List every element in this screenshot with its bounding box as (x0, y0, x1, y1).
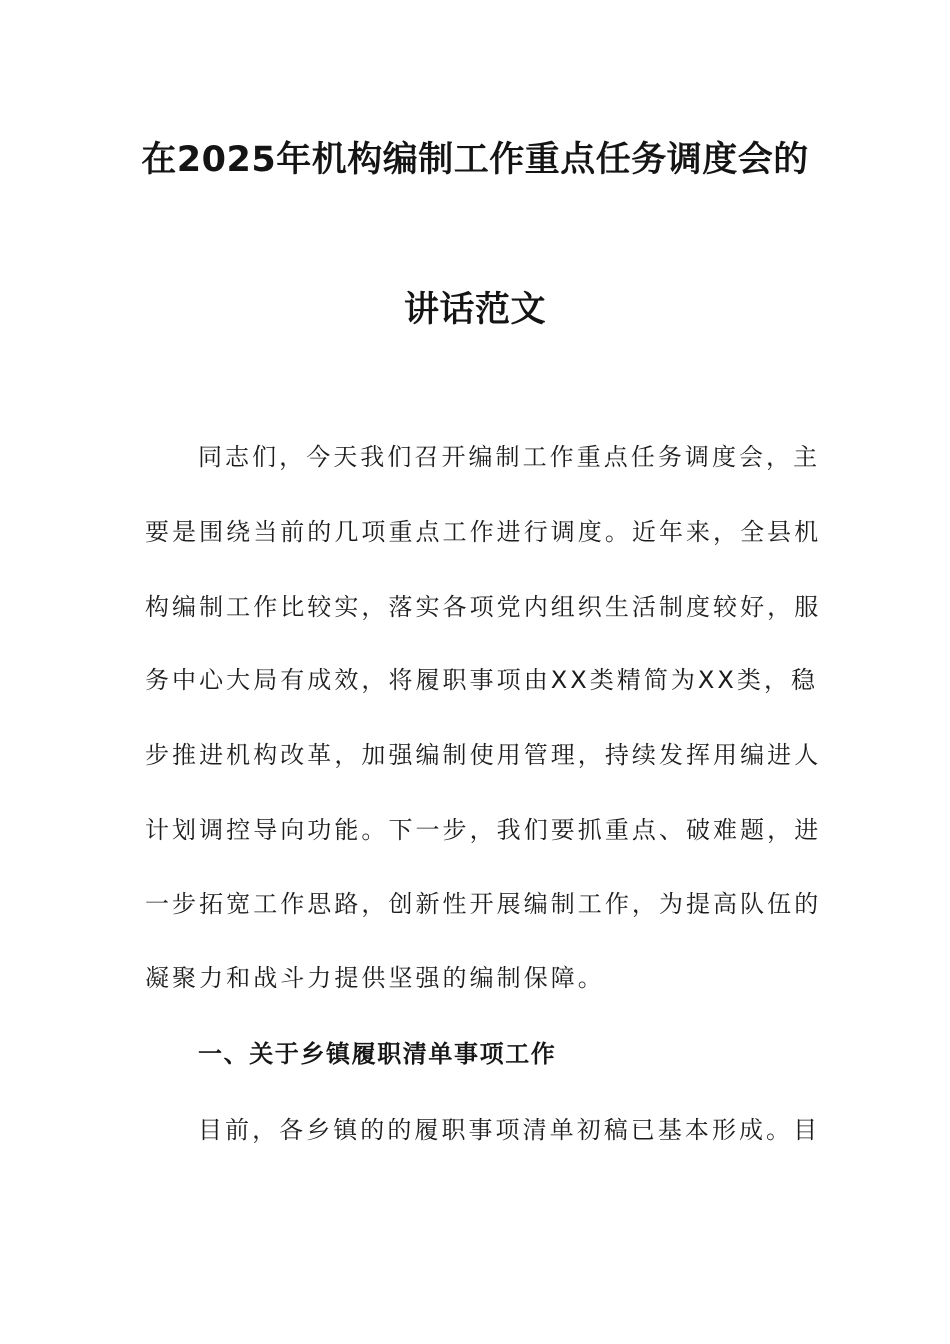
document-title-line-2: 讲话范文 (403, 290, 546, 330)
document-title-line-1: 在2025年机构编制工作重点任务调度会的 (141, 140, 809, 180)
section-1-heading: 一、关于乡镇履职清单事项工作 (198, 1040, 557, 1068)
paragraph-1-line-8: 凝聚力和战斗力提供坚强的编制保障。 (145, 964, 605, 992)
paragraph-1-line-6: 计划调控导向功能。下一步，我们要抓重点、破难题，进 (145, 816, 822, 844)
paragraph-1-line-3: 构编制工作比较实，落实各项党内组织生活制度较好，服 (145, 593, 822, 621)
paragraph-1-line-4: 务中心大局有成效，将履职事项由XX类精简为XX类，稳 (145, 666, 819, 694)
paragraph-1-line-1: 同志们，今天我们召开编制工作重点任务调度会，主 (198, 443, 821, 471)
paragraph-2-line-1: 目前，各乡镇的的履职事项清单初稿已基本形成。目 (198, 1116, 821, 1144)
paragraph-1-line-2: 要是围绕当前的几项重点工作进行调度。近年来，全县机 (145, 518, 822, 546)
paragraph-1-line-5: 步推进机构改革，加强编制使用管理，持续发挥用编进人 (145, 741, 822, 769)
paragraph-1-line-7: 一步拓宽工作思路，创新性开展编制工作，为提高队伍的 (145, 890, 822, 918)
